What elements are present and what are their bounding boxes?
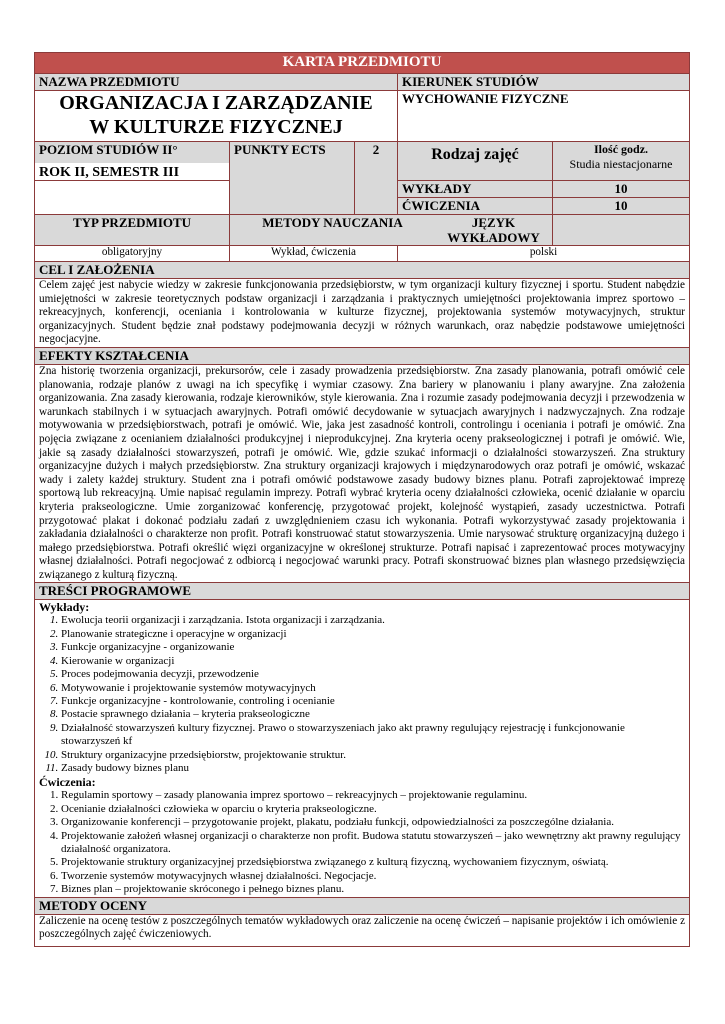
- exercise-item: 3. Organizowanie konferencji – przygotowanie projekt, plakatu, podziału funkcji, odpowiedzialności za poszczególne działania.: [61, 816, 685, 829]
- lectures-subheading: Wykłady:: [39, 600, 90, 615]
- exercise-item: 6. Tworzenie systemów motywacyjnych własnej działalności. Negocjacje.: [61, 870, 685, 883]
- lecture-item: 11. Zasady budowy biznes planu: [61, 762, 685, 775]
- exercises-label: ĆWICZENIA: [398, 198, 553, 215]
- name-label: NAZWA PRZEDMIOTU: [35, 74, 398, 91]
- lecture-item: 9. Działalność stowarzyszeń kultury fizycznej. Prawo o stowarzyszeniach jako akt prawny regulujący rejestrację i funkcjonowanie stowarzyszeń kf: [61, 722, 685, 749]
- effects-label: EFEKTY KSZTAŁCENIA: [35, 347, 690, 364]
- lecture-item: 8. Postacie sprawnego działania – kryteria prakseologiczne: [61, 708, 685, 721]
- hours-label: Ilość godz.: [594, 142, 649, 156]
- card-title: KARTA PRZEDMIOTU: [35, 53, 690, 74]
- year-value: ROK II, SEMESTR III: [35, 163, 229, 180]
- lecture-item: 6. Motywowanie i projektowanie systemów motywacyjnych: [61, 682, 685, 695]
- language-label-tail: [553, 215, 690, 246]
- assessment-label: METODY OCENY: [35, 897, 690, 914]
- lecture-item: 4. Kierowanie w organizacji: [61, 655, 685, 668]
- ects-label: PUNKTY ECTS: [230, 142, 355, 215]
- language-value: polski: [398, 246, 690, 262]
- exercise-item: 2. Ocenianie działalności człowieka w oparciu o kryteria prakseologiczne.: [61, 803, 685, 816]
- exercise-item: 1. Regulamin sportowy – zasady planowania imprez sportowo – rekreacyjnych – projektowanie regulaminu.: [61, 789, 685, 802]
- lecture-item: 5. Proces podejmowania decyzji, przewodzenie: [61, 668, 685, 681]
- lecture-item: 1. Ewolucja teorii organizacji i zarządzania. Istota organizacji i zarządzania.: [61, 614, 685, 627]
- assessment-text: Zaliczenie na ocenę testów z poszczególnych tematów wykładowych oraz zaliczenie na ocenę ćwiczeń – napisanie projektów i ich omówienie z poszczególnych zajęć ćwiczeniowych.: [35, 914, 690, 946]
- content-body: [35, 600, 690, 897]
- course-name: [35, 91, 398, 142]
- type-label: TYP PRZEDMIOTU: [35, 215, 230, 246]
- content-label: TREŚCI PROGRAMOWE: [35, 583, 690, 600]
- class-type-label: Rodzaj zajęć: [398, 142, 553, 181]
- exercises-subheading: Ćwiczenia:: [39, 775, 96, 790]
- effects-text: Zna historię tworzenia organizacji, prekursorów, cele i zasady prowadzenia przedsiębiorstw. Zna zasady planowania, potrafi omówić cele planowania, rodzaje planów z uwagi na ich specyfikę i wymiar czasowy. Zna bariery w planowaniu i plany awaryjne. Zna założenia organizowania. Zna zasady kierowania, rodzaje kierowników, style kierowania. Zna i rozumie zasady podejmowania decyzji i przewodzenia w warunkach stabilnych i w sytuacjach awaryjnych. Potrafi omówić decydowanie w sytuacjach awaryjnych i nadzwyczajnych. Zna rodzaje motywowania w przedsiębiorstwach, potrafi je omówić. Wie, jaka jest zasadność kontroli, controlingu i oceniania i potrafi je omówić. Zna pojęcia związane z ocenianiem działalności produkcyjnej i nieprodukcyjnej. Zna kryteria oceny prakseologicznej i potrafi je omówić. Wie, jakie są zasady działalności stowarzyszeń, potrafi je omówić. Wie, gdzie szukać informacji o działalności stowarzyszeń. Zna struktury organizacyjne dużych i małych przedsiębiorstw. Zna struktury organizacji krajowych i międzynarodowych oraz potrafi je omówić, wskazać wady i zalety każdej struktury. Student zna i potrafi omówić podstawowe zasady budowy biznes planu. Potrafi zaprojektować imprezę sportową lub rekreacyjną. Umie napisać regulamin imprezy. Potrafi wybrać kryteria oceny działalności człowieka, ocenić działanie w oparciu kryteria prakseologiczne. Umie zorganizować konferencję, przygotować projekt, kolejność wystąpień, zasady uczestnictwa. Potrafi przygotować plakat i dokonać podziału zadań z uwzględnieniem czasu ich wykonania. Potrafi wykorzystywać zasady projektowania i zakładania działalności o charakterze non profit. Potrafi konstruować statut stowarzyszenia. Umie narysować strukturę organizacyjną dużego i małego przedsiębiorstwa. Potrafi określić więzi organizacyjne w określonej strukturze. Potrafi napisać i zaprezentować proces motywacyjny własnej działalności. Potrafi negocjować z odbiorcą i negocjować warunki pracy. Potrafi skonstruować biznes plan własnego przedsięwzięcia związanego z kulturą fizyczną.: [35, 364, 690, 583]
- goal-text: Celem zajęć jest nabycie wiedzy w zakresie funkcjonowania przedsiębiorstw, w tym organizacji kultury fizycznej i sportu. Student nabędzie umiejętności w zakresie teoretycznych podstaw organizacji i zarządzania i praktycznych umiejętności projektowania imprez sportowo – rekreacyjnych, konferencji, oceniania i kontrolowania w kulturze fizycznej, projektowania systemów motywacyjnych, struktur organizacyjnych. Student będzie znał podstawy podejmowania decyzji w różnych warunkach, oraz nabędzie podstawowe umiejętności negocjacyjne.: [35, 279, 690, 348]
- lecture-list: [39, 614, 685, 775]
- exercise-item: 7. Biznes plan – projektowanie skróconego i pełnego biznes planu.: [61, 883, 685, 896]
- lecture-item: 7. Funkcje organizacyjne - kontrolowanie, controling i ocenianie: [61, 695, 685, 708]
- direction-value: WYCHOWANIE FIZYCZNE: [398, 91, 690, 142]
- language-label: JĘZYK WYKŁADOWY: [447, 215, 540, 245]
- lecture-item: 2. Planowanie strategiczne i operacyjne w organizacji: [61, 628, 685, 641]
- course-card: [34, 52, 689, 947]
- exercise-item: 4. Projektowanie założeń własnej organizacji o charakterze non profit. Budowa statutu stowarzyszeń – jako wewnętrzny akt prawny regulujący działalność organizatora.: [61, 830, 685, 857]
- methods-value: Wykład, ćwiczenia: [230, 246, 398, 262]
- level-cell: [35, 142, 230, 181]
- ects-value: 2: [355, 142, 398, 215]
- lecture-item: 3. Funkcje organizacyjne - organizowanie: [61, 641, 685, 654]
- exercise-item: 5. Projektowanie struktury organizacyjnej przedsiębiorstwa związanego z kulturą fizyczną, wychowaniem fizycznym, oświatą.: [61, 856, 685, 869]
- course-card-table: [34, 52, 690, 947]
- lecture-item: 10. Struktury organizacyjne przedsiębiorstw, projektowanie struktur.: [61, 749, 685, 762]
- level-label: POZIOM STUDIÓW II°: [39, 142, 178, 157]
- methods-and-language: [230, 215, 553, 246]
- mode-label: Studia niestacjonarne: [569, 157, 673, 171]
- type-value: obligatoryjny: [35, 246, 230, 262]
- level-blank: [35, 181, 230, 215]
- direction-label: KIERUNEK STUDIÓW: [398, 74, 690, 91]
- exercises-hours: 10: [553, 198, 690, 215]
- course-name-line2: W KULTURZE FIZYCZNEJ: [89, 116, 343, 138]
- hours-cell: [553, 142, 690, 181]
- methods-label: METODY NAUCZANIA: [262, 215, 403, 230]
- goal-label: CEL I ZAŁOŻENIA: [35, 262, 690, 279]
- course-name-line1: ORGANIZACJA I ZARZĄDZANIE: [59, 92, 373, 114]
- lectures-label: WYKŁADY: [398, 181, 553, 198]
- lectures-hours: 10: [553, 181, 690, 198]
- exercise-list: [39, 789, 685, 896]
